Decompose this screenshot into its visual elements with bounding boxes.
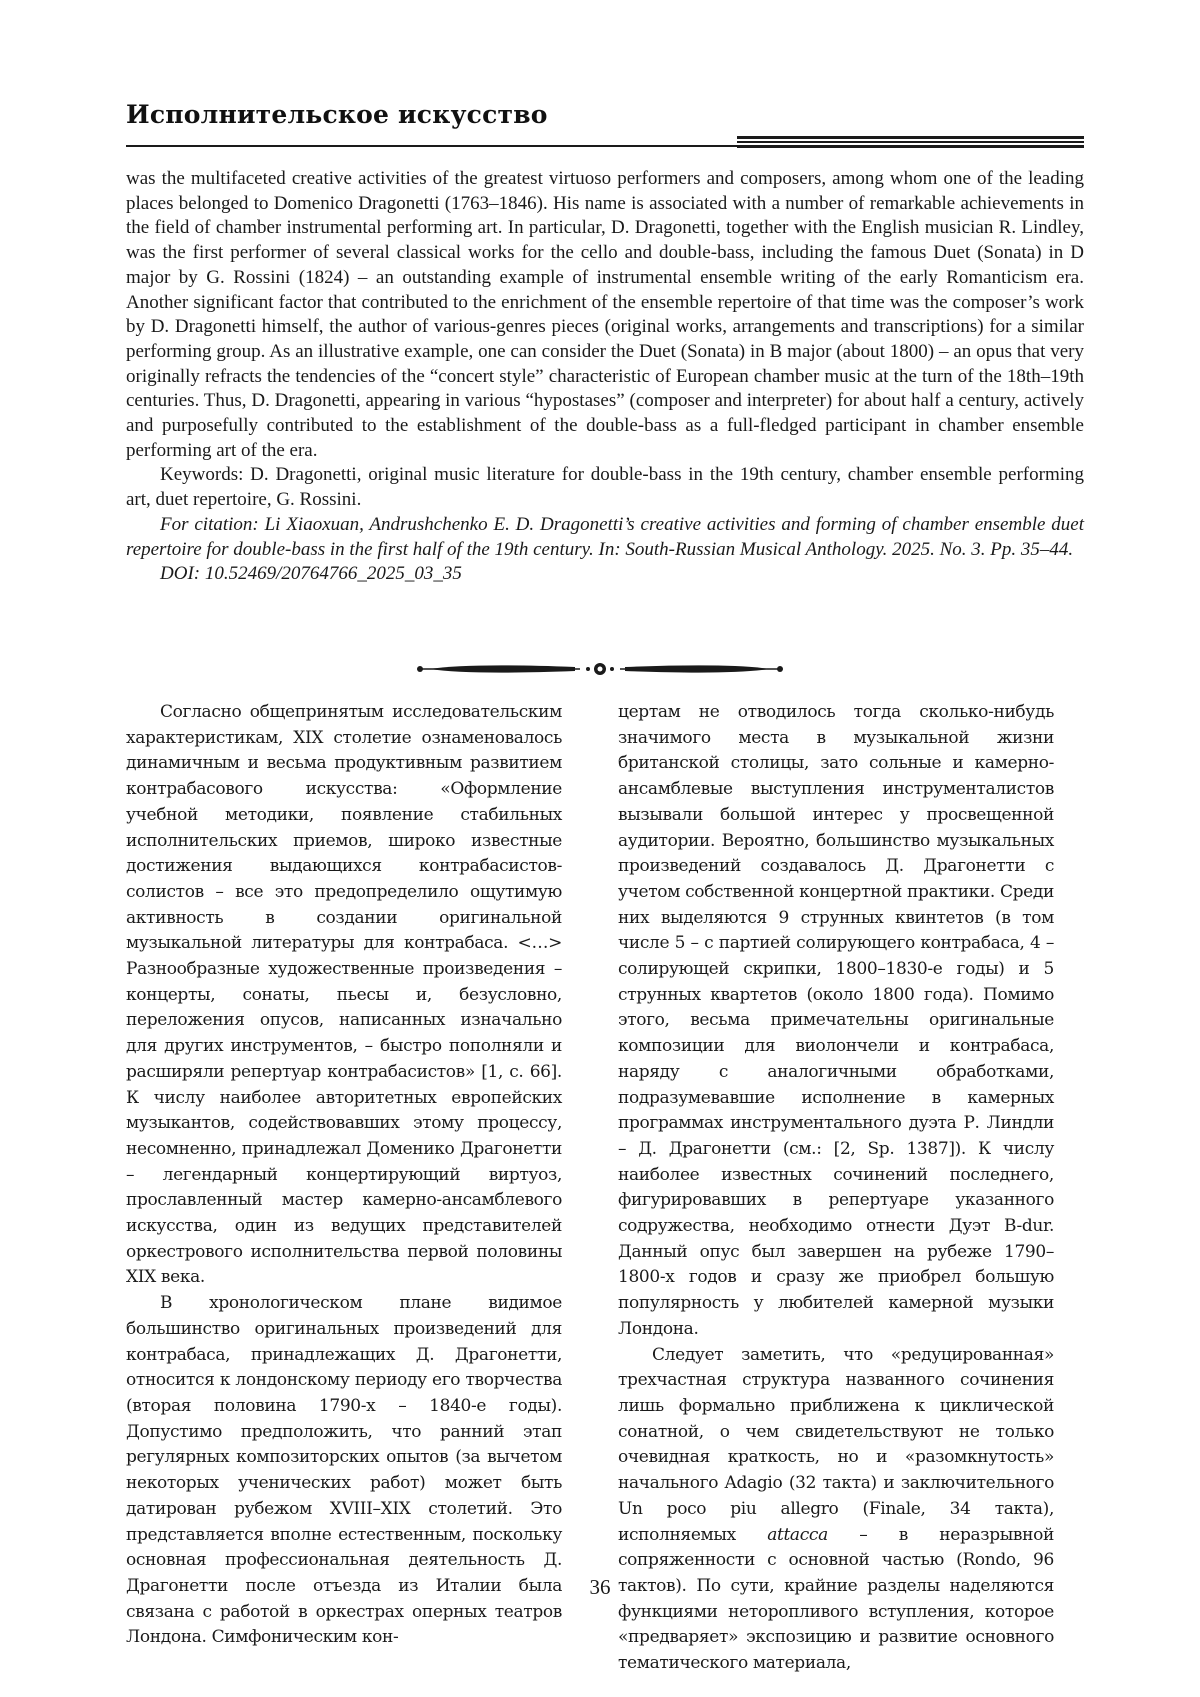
body-right-column [618,700,1054,1677]
section-divider-ornament [410,659,790,679]
header-rule-heavy [737,136,1084,148]
body-paragraph: цертам не отводилось тогда сколько-нибудь значимого места в музыкальной жизни британской столицы, зато сольные и камерно-ансамблевые выступления инструменталистов вызывали большой интерес у просвещенной аудитории. Вероятно, большинство музыкальных произведений создавалось Д. Драгонетти с учетом собственной концертной практики. Среди них выделяются 9 струнных квинтетов (в том числе 5 – с партией солирующего контрабаса, 4 – солирующей скрипки, 1800–1830-е годы) и 5 струнных квартетов (около 1800 года). Помимо этого, весьма примечательны оригинальные композиции для виолончели и контрабаса, наряду с аналогичными обработками, подразумевавшие исполнение в камерных программах инструментального дуэта Р. Линдли – Д. Драгонетти (см.: [2, Sp. 1387]). К числу наиболее известных сочинений последнего, фигурировавших в репертуаре указанного содружества, необходимо отнести Дуэт B-dur. Данный опус был завершен на рубеже 1790–1800-х годов и сразу же приобрел большую популярность у любителей камерной музыки Лондона. [618,702,1054,1339]
body-paragraph [618,1343,1054,1677]
keywords: Keywords: D. Dragonetti, original music literature for double-bass in the 19th century, chamber ensemble performing art, duet repertoire, G. Rossini. [126,464,1084,511]
body-paragraph: Согласно общепринятым исследовательским характеристикам, XIX столетие ознаменовалось динамичным и весьма продуктивным развитием контрабасового искусства: «Оформление учебной методики, появление стабильных исполнительских приемов, широко известные достижения выдающихся контрабасистов-солистов – все это предопределило ощутимую активность в создании оригинальной музыкальной литературы для контрабаса. <…> Разнообразные художественные произведения – концерты, сонаты, пьесы и, безусловно, переложения опусов, написанных изначально для других инструментов, – быстро пополняли и расширяли репертуар контрабасистов» [1, с. 66]. К числу наиболее авторитетных европейских музыкантов, содействовавших этому процессу, несомненно, принадлежал Доменико Драгонетти – легендарный концертирующий виртуоз, прославленный мастер камерно-ансамблевого искусства, один из ведущих представителей оркестрового исполнительства первой половины XIX века. [126,702,562,1288]
page-number: 36 [589,1575,611,1599]
body-text: Следует заметить, что «редуцированная» трехчастная структура названного сочинения лишь формально приближена к циклической сонатной, о чем свидетельствуют не только очевидная краткость, но и «разомкнутость» начального Adagio (32 такта) и заключительного Un poco piu allegro (Finale, 34 такта), исполняемых [618,1344,1054,1545]
abstract-paragraph: was the multifaceted creative activities of the greatest virtuoso performers and composers, among whom one of the leading places belonged to Domenico Dragonetti (1763–1846). His name is associated with a number of remarkable achievements in the field of chamber instrumental performing art. In particular, D. Dragonetti, together with the English musician R. Lindley, was the first performer of several classical works for the cello and double-bass, including the famous Duet (Sonata) in D major by G. Rossini (1824) – an outstanding example of instrumental ensemble writing of the early Romanticism era. Another significant factor that contributed to the enrichment of the ensemble repertoire of that time was the composer’s work by D. Dragonetti himself, the author of various-genres pieces (original works, arrangements and transcriptions) for a similar performing group. As an illustrative example, one can consider the Duet (Sonata) in B major (about 1800) – an opus that very originally refracts the tendencies of the “concert style” characteristic of European chamber music at the turn of the 18th–19th centuries. Thus, D. Dragonetti, appearing in various “hypostases” (composer and interpreter) for about half a century, actively and purposefully contributed to the establishment of the double-bass as a full-fledged participant in chamber ensemble performing art of the era. [126,168,1084,461]
body-left-column [126,700,562,1651]
citation: For citation: Li Xiaoxuan, Andrushchenko E. D. Dragonetti’s creative activities and forming of chamber ensemble duet repertoire for double-bass in the first half of the 19th century. In: South-Russian Musical Anthology. 2025. No. 3. Pp. 35–44. [126,513,1084,560]
english-abstract [126,167,1084,587]
section-title: Исполнительское искусство [126,100,548,129]
italic-term: attacca [767,1524,828,1545]
doi: DOI: 10.52469/20764766_2025_03_35 [160,563,462,585]
body-paragraph: В хронологическом плане видимое большинство оригинальных произведений для контрабаса, принадлежащих Д. Драгонетти, относится к лондонскому периоду его творчества (вторая половина 1790-х – 1840-е годы). Допустимо предположить, что ранний этап регулярных композиторских опытов (за вычетом некоторых ученических работ) может быть датирован рубежом XVIII–XIX столетий. Это представляется вполне естественным, поскольку основная профессиональная деятельность Д. Драгонетти после отъезда из Италии была связана с работой в оркестрах оперных театров Лондона. Симфоническим кон- [126,1293,562,1648]
body-text: – в неразрывной сопряженности с основной частью (Rondo, 96 тактов). По сути, крайние разделы наделяются функциями неторопливого вступления, которое «предваряет» экспозицию и развитие основного тематического материала, [618,1524,1054,1674]
